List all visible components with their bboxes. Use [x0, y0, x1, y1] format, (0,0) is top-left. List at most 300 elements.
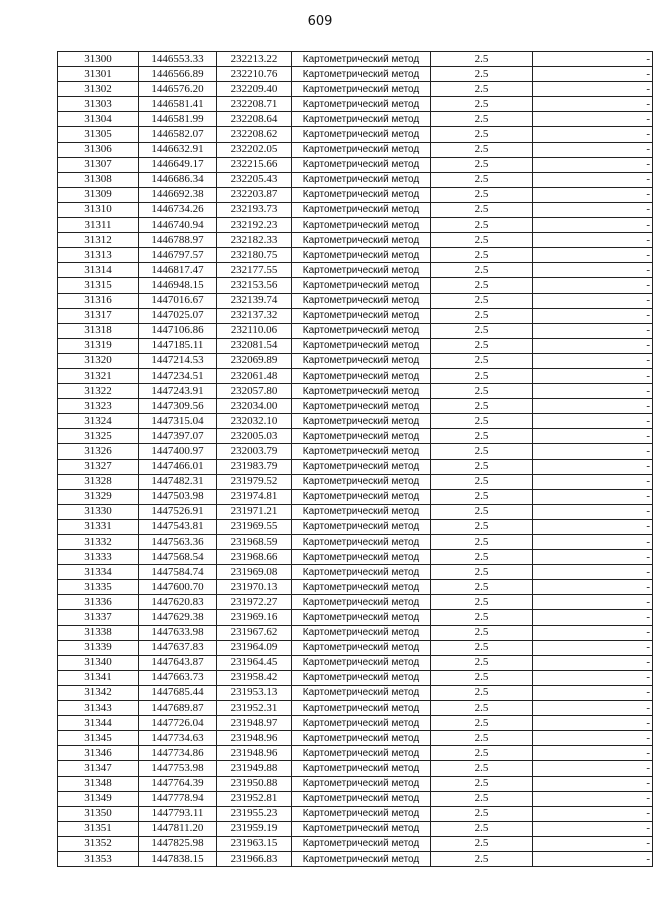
x-coordinate-cell: 1447685.44 — [139, 685, 217, 700]
table-row — [58, 595, 653, 610]
method-cell: Картометрический метод — [292, 836, 431, 851]
point-number-cell: 31312 — [58, 233, 139, 248]
note-cell: - — [533, 685, 653, 700]
accuracy-cell: 2.5 — [431, 67, 533, 82]
note-cell: - — [533, 172, 653, 187]
point-number-cell: 31340 — [58, 655, 139, 670]
x-coordinate-cell: 1447600.70 — [139, 580, 217, 595]
note-cell: - — [533, 263, 653, 278]
y-coordinate-cell: 232005.03 — [217, 429, 292, 444]
note-cell: - — [533, 595, 653, 610]
note-cell: - — [533, 187, 653, 202]
point-number-cell: 31343 — [58, 701, 139, 716]
y-coordinate-cell: 231952.31 — [217, 701, 292, 716]
y-coordinate-cell: 232057.80 — [217, 384, 292, 399]
point-number-cell: 31307 — [58, 157, 139, 172]
method-cell: Картометрический метод — [292, 821, 431, 836]
x-coordinate-cell: 1447793.11 — [139, 806, 217, 821]
y-coordinate-cell: 232153.56 — [217, 278, 292, 293]
y-coordinate-cell: 232193.73 — [217, 202, 292, 217]
note-cell: - — [533, 565, 653, 580]
accuracy-cell: 2.5 — [431, 716, 533, 731]
accuracy-cell: 2.5 — [431, 202, 533, 217]
x-coordinate-cell: 1446576.20 — [139, 82, 217, 97]
note-cell: - — [533, 504, 653, 519]
note-cell: - — [533, 278, 653, 293]
note-cell: - — [533, 731, 653, 746]
table-row — [58, 142, 653, 157]
note-cell: - — [533, 293, 653, 308]
table-row — [58, 233, 653, 248]
x-coordinate-cell: 1447643.87 — [139, 655, 217, 670]
method-cell: Картометрический метод — [292, 565, 431, 580]
method-cell: Картометрический метод — [292, 489, 431, 504]
point-number-cell: 31308 — [58, 172, 139, 187]
point-number-cell: 31353 — [58, 851, 139, 866]
table-row — [58, 489, 653, 504]
x-coordinate-cell: 1446686.34 — [139, 172, 217, 187]
y-coordinate-cell: 231950.88 — [217, 776, 292, 791]
coordinates-table-body — [58, 52, 653, 867]
method-cell: Картометрический метод — [292, 776, 431, 791]
accuracy-cell: 2.5 — [431, 414, 533, 429]
point-number-cell: 31332 — [58, 535, 139, 550]
x-coordinate-cell: 1447526.91 — [139, 504, 217, 519]
accuracy-cell: 2.5 — [431, 187, 533, 202]
y-coordinate-cell: 232069.89 — [217, 353, 292, 368]
x-coordinate-cell: 1447482.31 — [139, 474, 217, 489]
table-row — [58, 248, 653, 263]
point-number-cell: 31350 — [58, 806, 139, 821]
accuracy-cell: 2.5 — [431, 127, 533, 142]
note-cell: - — [533, 338, 653, 353]
accuracy-cell: 2.5 — [431, 218, 533, 233]
note-cell: - — [533, 82, 653, 97]
y-coordinate-cell: 231979.52 — [217, 474, 292, 489]
accuracy-cell: 2.5 — [431, 685, 533, 700]
method-cell: Картометрический метод — [292, 625, 431, 640]
point-number-cell: 31326 — [58, 444, 139, 459]
method-cell: Картометрический метод — [292, 338, 431, 353]
table-row — [58, 821, 653, 836]
accuracy-cell: 2.5 — [431, 731, 533, 746]
y-coordinate-cell: 232034.00 — [217, 399, 292, 414]
accuracy-cell: 2.5 — [431, 142, 533, 157]
note-cell: - — [533, 353, 653, 368]
accuracy-cell: 2.5 — [431, 112, 533, 127]
accuracy-cell: 2.5 — [431, 655, 533, 670]
y-coordinate-cell: 232110.06 — [217, 323, 292, 338]
method-cell: Картометрический метод — [292, 308, 431, 323]
accuracy-cell: 2.5 — [431, 836, 533, 851]
point-number-cell: 31346 — [58, 746, 139, 761]
note-cell: - — [533, 806, 653, 821]
x-coordinate-cell: 1447568.54 — [139, 550, 217, 565]
table-row — [58, 384, 653, 399]
table-row — [58, 444, 653, 459]
note-cell: - — [533, 399, 653, 414]
table-row — [58, 278, 653, 293]
method-cell: Картометрический метод — [292, 97, 431, 112]
method-cell: Картометрический метод — [292, 233, 431, 248]
accuracy-cell: 2.5 — [431, 640, 533, 655]
method-cell: Картометрический метод — [292, 851, 431, 866]
table-row — [58, 172, 653, 187]
y-coordinate-cell: 232139.74 — [217, 293, 292, 308]
accuracy-cell: 2.5 — [431, 776, 533, 791]
x-coordinate-cell: 1446817.47 — [139, 263, 217, 278]
accuracy-cell: 2.5 — [431, 806, 533, 821]
point-number-cell: 31320 — [58, 353, 139, 368]
point-number-cell: 31337 — [58, 610, 139, 625]
point-number-cell: 31325 — [58, 429, 139, 444]
accuracy-cell: 2.5 — [431, 821, 533, 836]
method-cell: Картометрический метод — [292, 716, 431, 731]
note-cell: - — [533, 489, 653, 504]
y-coordinate-cell: 232215.66 — [217, 157, 292, 172]
y-coordinate-cell: 232213.22 — [217, 52, 292, 67]
x-coordinate-cell: 1446692.38 — [139, 187, 217, 202]
point-number-cell: 31348 — [58, 776, 139, 791]
table-row — [58, 429, 653, 444]
point-number-cell: 31310 — [58, 202, 139, 217]
table-row — [58, 580, 653, 595]
x-coordinate-cell: 1447543.81 — [139, 519, 217, 534]
x-coordinate-cell: 1447185.11 — [139, 338, 217, 353]
table-row — [58, 519, 653, 534]
accuracy-cell: 2.5 — [431, 82, 533, 97]
table-row — [58, 670, 653, 685]
y-coordinate-cell: 231953.13 — [217, 685, 292, 700]
note-cell: - — [533, 550, 653, 565]
point-number-cell: 31331 — [58, 519, 139, 534]
table-row — [58, 82, 653, 97]
x-coordinate-cell: 1447584.74 — [139, 565, 217, 580]
table-row — [58, 218, 653, 233]
y-coordinate-cell: 232203.87 — [217, 187, 292, 202]
y-coordinate-cell: 231983.79 — [217, 459, 292, 474]
x-coordinate-cell: 1447778.94 — [139, 791, 217, 806]
table-row — [58, 776, 653, 791]
y-coordinate-cell: 231948.97 — [217, 716, 292, 731]
note-cell: - — [533, 112, 653, 127]
table-row — [58, 791, 653, 806]
page-number: 609 — [307, 14, 333, 29]
point-number-cell: 31302 — [58, 82, 139, 97]
table-row — [58, 640, 653, 655]
method-cell: Картометрический метод — [292, 67, 431, 82]
note-cell: - — [533, 670, 653, 685]
table-row — [58, 97, 653, 112]
y-coordinate-cell: 232137.32 — [217, 308, 292, 323]
x-coordinate-cell: 1447106.86 — [139, 323, 217, 338]
x-coordinate-cell: 1447764.39 — [139, 776, 217, 791]
note-cell: - — [533, 459, 653, 474]
x-coordinate-cell: 1447838.15 — [139, 851, 217, 866]
accuracy-cell: 2.5 — [431, 565, 533, 580]
method-cell: Картометрический метод — [292, 323, 431, 338]
method-cell: Картометрический метод — [292, 519, 431, 534]
x-coordinate-cell: 1447400.97 — [139, 444, 217, 459]
x-coordinate-cell: 1447620.83 — [139, 595, 217, 610]
y-coordinate-cell: 232209.40 — [217, 82, 292, 97]
table-row — [58, 550, 653, 565]
x-coordinate-cell: 1447689.87 — [139, 701, 217, 716]
note-cell: - — [533, 791, 653, 806]
accuracy-cell: 2.5 — [431, 504, 533, 519]
accuracy-cell: 2.5 — [431, 429, 533, 444]
accuracy-cell: 2.5 — [431, 384, 533, 399]
point-number-cell: 31338 — [58, 625, 139, 640]
method-cell: Картометрический метод — [292, 218, 431, 233]
point-number-cell: 31323 — [58, 399, 139, 414]
y-coordinate-cell: 231955.23 — [217, 806, 292, 821]
table-row — [58, 806, 653, 821]
method-cell: Картометрический метод — [292, 127, 431, 142]
point-number-cell: 31351 — [58, 821, 139, 836]
y-coordinate-cell: 231952.81 — [217, 791, 292, 806]
method-cell: Картометрический метод — [292, 384, 431, 399]
y-coordinate-cell: 232003.79 — [217, 444, 292, 459]
x-coordinate-cell: 1446566.89 — [139, 67, 217, 82]
accuracy-cell: 2.5 — [431, 308, 533, 323]
x-coordinate-cell: 1447563.36 — [139, 535, 217, 550]
x-coordinate-cell: 1447243.91 — [139, 384, 217, 399]
note-cell: - — [533, 127, 653, 142]
point-number-cell: 31318 — [58, 323, 139, 338]
x-coordinate-cell: 1447397.07 — [139, 429, 217, 444]
method-cell: Картометрический метод — [292, 670, 431, 685]
point-number-cell: 31347 — [58, 761, 139, 776]
y-coordinate-cell: 232180.75 — [217, 248, 292, 263]
table-row — [58, 655, 653, 670]
x-coordinate-cell: 1446734.26 — [139, 202, 217, 217]
accuracy-cell: 2.5 — [431, 670, 533, 685]
point-number-cell: 31349 — [58, 791, 139, 806]
note-cell: - — [533, 323, 653, 338]
accuracy-cell: 2.5 — [431, 519, 533, 534]
accuracy-cell: 2.5 — [431, 97, 533, 112]
method-cell: Картометрический метод — [292, 610, 431, 625]
x-coordinate-cell: 1447629.38 — [139, 610, 217, 625]
note-cell: - — [533, 444, 653, 459]
x-coordinate-cell: 1446649.17 — [139, 157, 217, 172]
accuracy-cell: 2.5 — [431, 233, 533, 248]
x-coordinate-cell: 1446581.99 — [139, 112, 217, 127]
accuracy-cell: 2.5 — [431, 610, 533, 625]
y-coordinate-cell: 231964.09 — [217, 640, 292, 655]
accuracy-cell: 2.5 — [431, 353, 533, 368]
note-cell: - — [533, 761, 653, 776]
note-cell: - — [533, 97, 653, 112]
point-number-cell: 31345 — [58, 731, 139, 746]
table-row — [58, 746, 653, 761]
table-row — [58, 263, 653, 278]
point-number-cell: 31330 — [58, 504, 139, 519]
table-row — [58, 353, 653, 368]
y-coordinate-cell: 231974.81 — [217, 489, 292, 504]
method-cell: Картометрический метод — [292, 172, 431, 187]
note-cell: - — [533, 474, 653, 489]
method-cell: Картометрический метод — [292, 685, 431, 700]
table-row — [58, 399, 653, 414]
table-row — [58, 761, 653, 776]
method-cell: Картометрический метод — [292, 535, 431, 550]
y-coordinate-cell: 232210.76 — [217, 67, 292, 82]
note-cell: - — [533, 429, 653, 444]
y-coordinate-cell: 231968.66 — [217, 550, 292, 565]
accuracy-cell: 2.5 — [431, 580, 533, 595]
table-row — [58, 836, 653, 851]
y-coordinate-cell: 231972.27 — [217, 595, 292, 610]
point-number-cell: 31336 — [58, 595, 139, 610]
method-cell: Картометрический метод — [292, 761, 431, 776]
table-row — [58, 565, 653, 580]
note-cell: - — [533, 218, 653, 233]
x-coordinate-cell: 1447315.04 — [139, 414, 217, 429]
x-coordinate-cell: 1446581.41 — [139, 97, 217, 112]
method-cell: Картометрический метод — [292, 474, 431, 489]
accuracy-cell: 2.5 — [431, 368, 533, 383]
note-cell: - — [533, 821, 653, 836]
y-coordinate-cell: 231949.88 — [217, 761, 292, 776]
point-number-cell: 31317 — [58, 308, 139, 323]
coordinates-table — [57, 51, 653, 867]
point-number-cell: 31321 — [58, 368, 139, 383]
accuracy-cell: 2.5 — [431, 52, 533, 67]
table-row — [58, 308, 653, 323]
table-row — [58, 685, 653, 700]
y-coordinate-cell: 231959.19 — [217, 821, 292, 836]
accuracy-cell: 2.5 — [431, 293, 533, 308]
note-cell: - — [533, 248, 653, 263]
x-coordinate-cell: 1447234.51 — [139, 368, 217, 383]
method-cell: Картометрический метод — [292, 459, 431, 474]
note-cell: - — [533, 142, 653, 157]
x-coordinate-cell: 1447637.83 — [139, 640, 217, 655]
point-number-cell: 31306 — [58, 142, 139, 157]
accuracy-cell: 2.5 — [431, 489, 533, 504]
y-coordinate-cell: 231948.96 — [217, 731, 292, 746]
method-cell: Картометрический метод — [292, 368, 431, 383]
note-cell: - — [533, 384, 653, 399]
x-coordinate-cell: 1446582.07 — [139, 127, 217, 142]
note-cell: - — [533, 67, 653, 82]
x-coordinate-cell: 1447734.63 — [139, 731, 217, 746]
method-cell: Картометрический метод — [292, 52, 431, 67]
y-coordinate-cell: 231969.16 — [217, 610, 292, 625]
table-row — [58, 52, 653, 67]
y-coordinate-cell: 231963.15 — [217, 836, 292, 851]
y-coordinate-cell: 232208.64 — [217, 112, 292, 127]
accuracy-cell: 2.5 — [431, 851, 533, 866]
y-coordinate-cell: 232032.10 — [217, 414, 292, 429]
x-coordinate-cell: 1447016.67 — [139, 293, 217, 308]
method-cell: Картометрический метод — [292, 278, 431, 293]
table-row — [58, 625, 653, 640]
note-cell: - — [533, 580, 653, 595]
note-cell: - — [533, 836, 653, 851]
x-coordinate-cell: 1447825.98 — [139, 836, 217, 851]
x-coordinate-cell: 1447753.98 — [139, 761, 217, 776]
x-coordinate-cell: 1447734.86 — [139, 746, 217, 761]
point-number-cell: 31303 — [58, 97, 139, 112]
point-number-cell: 31329 — [58, 489, 139, 504]
table-row — [58, 701, 653, 716]
point-number-cell: 31305 — [58, 127, 139, 142]
y-coordinate-cell: 232192.23 — [217, 218, 292, 233]
y-coordinate-cell: 232208.62 — [217, 127, 292, 142]
point-number-cell: 31344 — [58, 716, 139, 731]
x-coordinate-cell: 1447811.20 — [139, 821, 217, 836]
x-coordinate-cell: 1447726.04 — [139, 716, 217, 731]
method-cell: Картометрический метод — [292, 746, 431, 761]
table-row — [58, 187, 653, 202]
x-coordinate-cell: 1447025.07 — [139, 308, 217, 323]
method-cell: Картометрический метод — [292, 429, 431, 444]
accuracy-cell: 2.5 — [431, 444, 533, 459]
accuracy-cell: 2.5 — [431, 474, 533, 489]
y-coordinate-cell: 231964.45 — [217, 655, 292, 670]
y-coordinate-cell: 232202.05 — [217, 142, 292, 157]
y-coordinate-cell: 231967.62 — [217, 625, 292, 640]
accuracy-cell: 2.5 — [431, 278, 533, 293]
note-cell: - — [533, 851, 653, 866]
note-cell: - — [533, 414, 653, 429]
method-cell: Картометрический метод — [292, 353, 431, 368]
point-number-cell: 31319 — [58, 338, 139, 353]
point-number-cell: 31301 — [58, 67, 139, 82]
y-coordinate-cell: 231958.42 — [217, 670, 292, 685]
note-cell: - — [533, 52, 653, 67]
note-cell: - — [533, 625, 653, 640]
note-cell: - — [533, 202, 653, 217]
accuracy-cell: 2.5 — [431, 535, 533, 550]
point-number-cell: 31311 — [58, 218, 139, 233]
point-number-cell: 31335 — [58, 580, 139, 595]
accuracy-cell: 2.5 — [431, 550, 533, 565]
y-coordinate-cell: 232061.48 — [217, 368, 292, 383]
table-row — [58, 414, 653, 429]
table-row — [58, 112, 653, 127]
y-coordinate-cell: 231970.13 — [217, 580, 292, 595]
point-number-cell: 31324 — [58, 414, 139, 429]
x-coordinate-cell: 1447633.98 — [139, 625, 217, 640]
x-coordinate-cell: 1446797.57 — [139, 248, 217, 263]
accuracy-cell: 2.5 — [431, 595, 533, 610]
note-cell: - — [533, 640, 653, 655]
table-row — [58, 202, 653, 217]
method-cell: Картометрический метод — [292, 701, 431, 716]
method-cell: Картометрический метод — [292, 414, 431, 429]
accuracy-cell: 2.5 — [431, 701, 533, 716]
point-number-cell: 31342 — [58, 685, 139, 700]
y-coordinate-cell: 232177.55 — [217, 263, 292, 278]
x-coordinate-cell: 1446632.91 — [139, 142, 217, 157]
y-coordinate-cell: 232208.71 — [217, 97, 292, 112]
x-coordinate-cell: 1447214.53 — [139, 353, 217, 368]
x-coordinate-cell: 1447503.98 — [139, 489, 217, 504]
accuracy-cell: 2.5 — [431, 248, 533, 263]
y-coordinate-cell: 232081.54 — [217, 338, 292, 353]
x-coordinate-cell: 1446553.33 — [139, 52, 217, 67]
point-number-cell: 31328 — [58, 474, 139, 489]
accuracy-cell: 2.5 — [431, 263, 533, 278]
point-number-cell: 31333 — [58, 550, 139, 565]
method-cell: Картометрический метод — [292, 157, 431, 172]
point-number-cell: 31300 — [58, 52, 139, 67]
point-number-cell: 31334 — [58, 565, 139, 580]
